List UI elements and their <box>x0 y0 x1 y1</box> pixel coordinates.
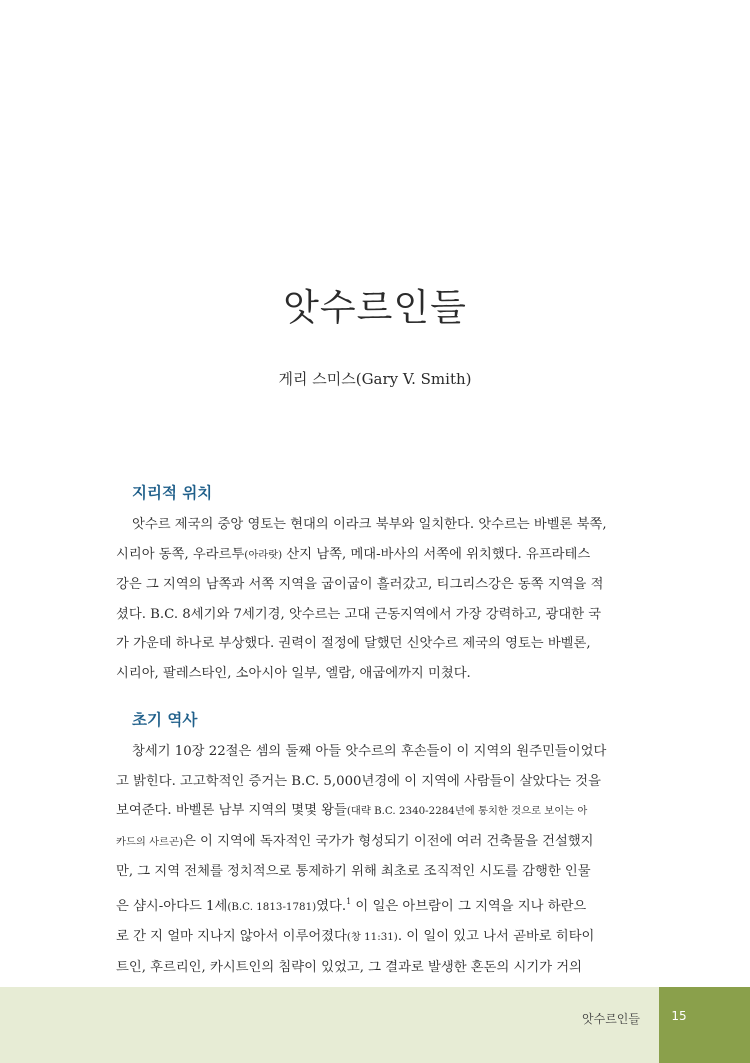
text-span-small: (B.C. 1813-1781) <box>227 900 317 913</box>
page-number: 15 <box>671 1009 687 1023</box>
text-span: 시리아 동쪽, 우라르투 <box>116 546 245 562</box>
text-span-small: (아라랏) <box>244 548 283 561</box>
page-number-box <box>659 987 750 1063</box>
text-line: 고 밝힌다. 고고학적인 증거는 B.C. 5,000년경에 이 지역에 사람들이 살았다는 것을 <box>116 773 601 789</box>
text-line: 앗수르 제국의 중앙 영토는 현대의 이라크 북부와 일치한다. 앗수르는 바벨론 북쪽, <box>132 517 607 532</box>
text-line: 창세기 10장 22절은 셈의 둘째 아들 앗수르의 후손들이 이 지역의 원주민들이었다 <box>132 744 607 759</box>
section-paragraph <box>116 510 644 688</box>
section-heading: 초기 역사 <box>132 711 198 729</box>
text-line: 셨다. B.C. 8세기와 7세기경, 앗수르는 고대 근동지역에서 가장 강력하고, 광대한 국 <box>116 606 602 622</box>
section-early-history <box>116 707 644 982</box>
chapter-title: 앗수르인들 <box>283 285 467 329</box>
section-geography <box>116 480 644 688</box>
text-span: 였다. <box>316 898 347 914</box>
text-span: 은 이 지역에 독자적인 국가가 형성되기 이전에 여러 건축물을 건설했지 <box>182 833 594 849</box>
text-line: 트인, 후르리인, 카시트인의 침략이 있었고, 그 결과로 발생한 혼돈의 시기가 거의 <box>116 959 582 975</box>
text-span-small: (창 11:31) <box>346 931 398 943</box>
text-line <box>116 796 644 827</box>
text-line: 시리아, 팔레스타인, 소아시아 일부, 엘람, 애굽에까지 미쳤다. <box>116 665 471 681</box>
section-paragraph <box>116 737 644 982</box>
page-footer <box>0 987 750 1063</box>
text-line <box>116 827 644 858</box>
text-span-small: (대략 B.C. 2340-2284년에 통치한 것으로 보이는 아 <box>346 805 588 817</box>
text-line: 만, 그 지역 전체를 정치적으로 통제하기 위해 최초로 조직적인 시도를 감행한 인물 <box>116 864 591 879</box>
text-line <box>116 887 644 923</box>
running-title: 앗수르인들 <box>582 1012 640 1026</box>
section-heading: 지리적 위치 <box>132 484 213 502</box>
text-line: 가 가운데 하나로 부상했다. 권력이 절정에 달했던 신앗수르 제국의 영토는 바벨론, <box>116 636 591 651</box>
footnote-marker[interactable]: 1 <box>346 896 352 906</box>
text-span-small: 카드의 사르곤) <box>116 835 183 848</box>
text-span: 산지 남쪽, 메대-바사의 서쪽에 위치했다. 유프라테스 <box>282 546 591 562</box>
text-line <box>116 540 644 571</box>
text-span: 보여준다. 바벨론 남부 지역의 몇몇 왕들 <box>116 803 347 818</box>
text-line: 강은 그 지역의 남쪽과 서쪽 지역을 굽이굽이 흘러갔고, 티그리스강은 동쪽 지역을 적 <box>116 577 604 592</box>
text-span: 은 샴시-아다드 1세 <box>116 898 228 914</box>
text-line <box>116 922 644 953</box>
text-span: 이 일은 아브람이 그 지역을 지나 하란으 <box>351 898 587 914</box>
text-span: 로 간 지 얼마 지나지 않아서 이루어졌다 <box>116 929 347 944</box>
text-span: . 이 일이 있고 나서 곧바로 히타이 <box>397 929 595 944</box>
author-byline: 게리 스미스(Gary V. Smith) <box>278 370 472 388</box>
